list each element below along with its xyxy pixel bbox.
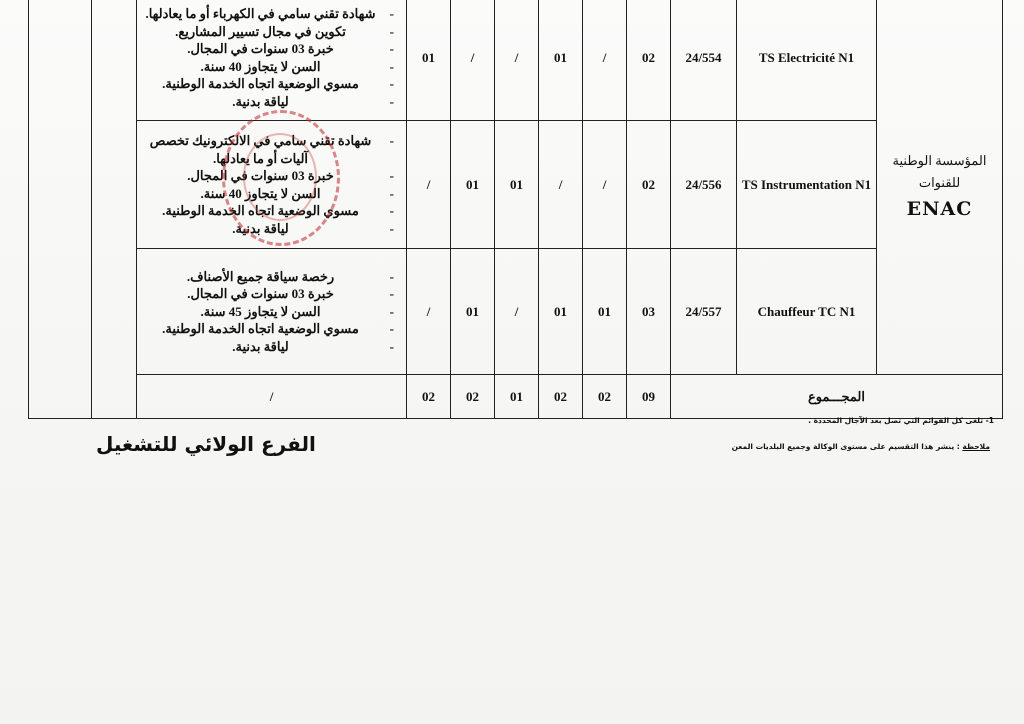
value-cell: / [583, 0, 627, 121]
total-value-cell: 09 [627, 375, 671, 419]
organization-acronym: ENAC [906, 197, 973, 220]
value-cell: 01 [583, 249, 627, 375]
value-cell: / [539, 121, 583, 249]
value-cell: / [451, 0, 495, 121]
job-title-cell: TS Instrumentation N1 [737, 121, 877, 249]
requirement-item: - خبرة 03 سنوات في المجال. [143, 167, 378, 185]
requirement-item: - مسوي الوضعية اتجاه الخدمة الوطنية. [143, 75, 378, 93]
table-row [29, 121, 1003, 249]
total-row [29, 375, 1003, 419]
job-title-cell: Chauffeur TC N1 [737, 249, 877, 375]
job-code-cell: 24/556 [671, 121, 737, 249]
organization-name: المؤسسة الوطنية للقنوات [892, 152, 987, 190]
value-cell: 01 [495, 121, 539, 249]
job-code-cell: 24/557 [671, 249, 737, 375]
requirement-item: - لياقة بدنية. [143, 93, 378, 111]
empty-margin-column [29, 0, 92, 419]
requirements-cell [137, 121, 407, 249]
total-requirements-cell: / [137, 375, 407, 419]
requirement-item: - السن لا يتجاوز 45 سنة. [143, 303, 378, 321]
value-cell: / [495, 0, 539, 121]
total-value-cell: 02 [583, 375, 627, 419]
requirement-item: - خبرة 03 سنوات في المجال. [143, 40, 378, 58]
deadline-note: 1- تلغى كل القوائم التي تصل بعد الآجال المحددة . [808, 416, 994, 425]
total-value-cell: 02 [407, 375, 451, 419]
requirement-item: - مسوي الوضعية اتجاه الخدمة الوطنية. [143, 320, 378, 338]
job-title-cell: TS Electricité N1 [737, 0, 877, 121]
requirement-item: - شهادة تقني سامي في الكهرباء أو ما يعادلها. [143, 5, 378, 23]
requirement-item: - لياقة بدنية. [143, 338, 378, 356]
value-cell: 01 [539, 0, 583, 121]
value-cell: 01 [539, 249, 583, 375]
requirement-item: - تكوين في مجال تسيير المشاريع. [143, 23, 378, 41]
table-row [29, 249, 1003, 375]
requirement-item: - مسوي الوضعية اتجاه الخدمة الوطنية. [143, 202, 378, 220]
note-text: : ينشر هذا التقسيم على مستوى الوكالة وجميع البلديات المعن [731, 442, 963, 451]
organization-cell [877, 0, 1003, 375]
requirement-item: - لياقة بدنية. [143, 220, 378, 238]
requirement-item: - رخصة سياقة جميع الأصناف. [143, 268, 378, 286]
empty-column [92, 0, 137, 419]
value-cell: 01 [451, 249, 495, 375]
value-cell: 02 [627, 121, 671, 249]
signature-office: الفرع الولائي للتشغيل [96, 432, 316, 456]
total-value-cell: 01 [495, 375, 539, 419]
requirement-item: - خبرة 03 سنوات في المجال. [143, 285, 378, 303]
publication-note [732, 442, 990, 451]
requirements-cell [137, 0, 407, 121]
value-cell: / [407, 121, 451, 249]
requirement-item: - شهادة تقني سامي في الالكترونيك تخصص آليات أو ما يعادلها. [143, 132, 378, 167]
note-label: ملاحظة [962, 442, 990, 451]
value-cell: 02 [627, 0, 671, 121]
table-row [29, 0, 1003, 121]
value-cell: 01 [407, 0, 451, 121]
requirement-item: - السن لا يتجاوز 40 سنة. [143, 58, 378, 76]
job-code-cell: 24/554 [671, 0, 737, 121]
job-offers-table [28, 0, 1003, 419]
total-value-cell: 02 [539, 375, 583, 419]
total-value-cell: 02 [451, 375, 495, 419]
value-cell: 03 [627, 249, 671, 375]
value-cell: / [407, 249, 451, 375]
requirement-item: - السن لا يتجاوز 40 سنة. [143, 185, 378, 203]
value-cell: 01 [451, 121, 495, 249]
total-label: المجـــموع [671, 375, 1003, 419]
value-cell: / [583, 121, 627, 249]
requirements-cell [137, 249, 407, 375]
value-cell: / [495, 249, 539, 375]
